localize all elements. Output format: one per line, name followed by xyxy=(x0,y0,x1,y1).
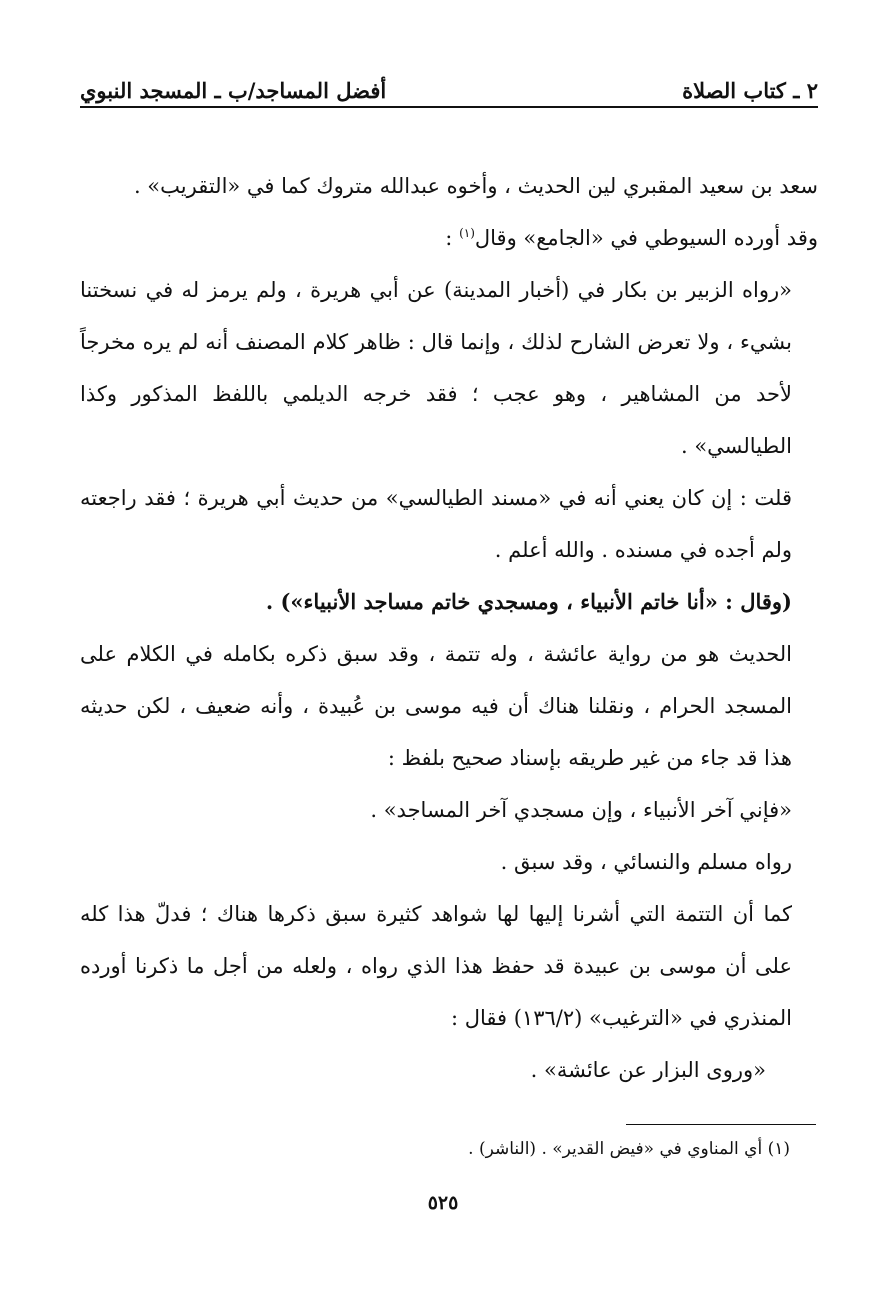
running-header xyxy=(80,55,818,103)
header-section: أفضل المساجد/ب ـ المسجد النبوي xyxy=(80,78,387,103)
main-text xyxy=(80,160,818,1096)
quote-paragraph: «فإني آخر الأنبياء ، وإن مسجدي آخر المساجد» . xyxy=(370,798,792,822)
paragraph: رواه مسلم والنسائي ، وقد سبق . xyxy=(500,850,792,874)
footnote-rule xyxy=(626,1124,816,1125)
colon: : xyxy=(445,226,460,250)
header-rule xyxy=(80,106,818,108)
quote-paragraph: «رواه الزبير بن بكار في (أخبار المدينة) عن أبي هريرة ، ولم يرمز له في نسختنا بشيء ، ولا تعرض الشارح لذلك ، وإنما قال : ظاهر كلام المصنف أنه لم يره مخرجاً لأحد من المشاهير ، وهو عجب ؛ فقد خرجه الديلمي باللفظ المذكور وكذا الطيالسي» . xyxy=(80,278,792,458)
paragraph: سعد بن سعيد المقبري لين الحديث ، وأخوه عبدالله متروك كما في «التقريب» . xyxy=(133,174,818,198)
paragraph xyxy=(80,212,818,264)
paragraph: الحديث هو من رواية عائشة ، وله تتمة ، وقد سبق ذكره بكامله في الكلام على المسجد الحرام ، ونقلنا هناك أن فيه موسى بن عُبيدة ، وأنه ضعيف ، لكن حديثه هذا قد جاء من غير طريقه بإسناد صحيح بلفظ : xyxy=(80,642,792,770)
footnote: (١) أي المناوي في «فيض القدير» . (الناشر) . xyxy=(468,1139,790,1159)
paragraph-text: وقد أورده السيوطي في «الجامع» وقال xyxy=(474,226,818,250)
paragraph: قلت : إن كان يعني أنه في «مسند الطيالسي» من حديث أبي هريرة ؛ فقد راجعته ولم أجده في مسنده . والله أعلم . xyxy=(80,486,792,562)
footnote-marker: (١) xyxy=(459,226,475,240)
hadith-heading: (وقال : «أنا خاتم الأنبياء ، ومسجدي خاتم مساجد الأنبياء») . xyxy=(265,589,792,614)
header-chapter: ٢ ـ كتاب الصلاة xyxy=(682,78,818,103)
quote-paragraph: «وروى البزار عن عائشة» . xyxy=(530,1058,766,1082)
page-number: ٥٢٥ xyxy=(427,1192,459,1214)
paragraph: كما أن التتمة التي أشرنا إليها لها شواهد كثيرة سبق ذكرها هناك ؛ فدلّ هذا كله على أن موسى بن عبيدة قد حفظ هذا الذي رواه ، ولعله من أجل ما ذكرنا أورده المنذري في «الترغيب» (١٣٦/٢) فقال : xyxy=(80,902,792,1030)
